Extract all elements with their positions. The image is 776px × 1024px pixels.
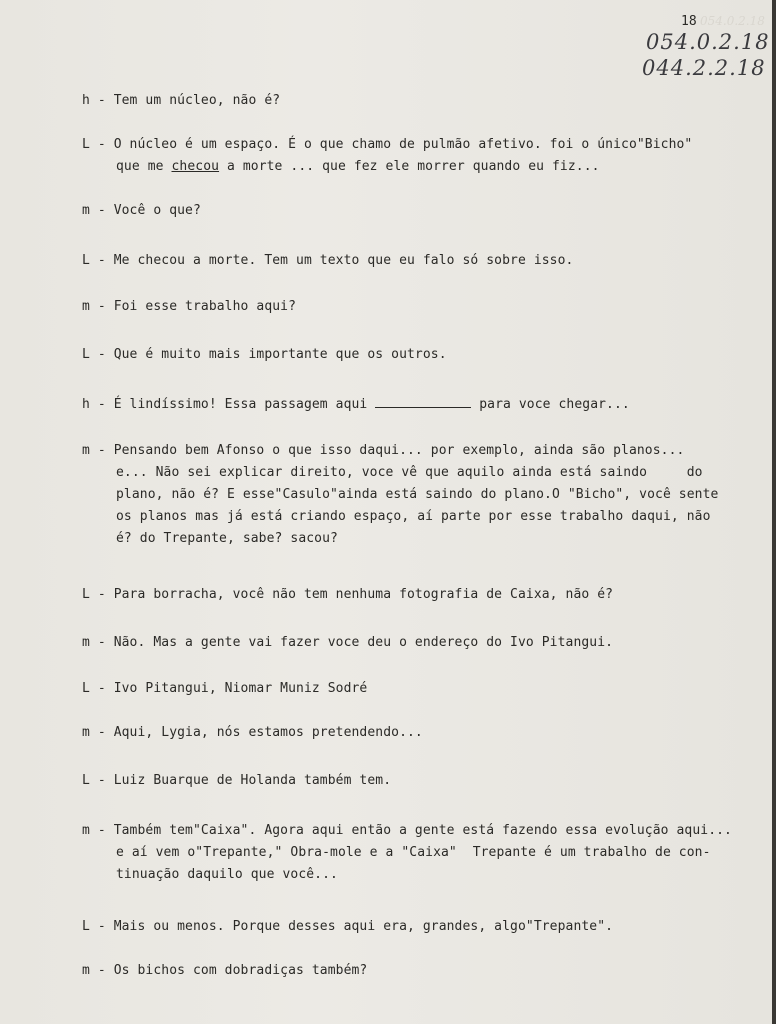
text-line: m - Aqui, Lygia, nós estamos pretendendo... [82, 725, 423, 740]
dialogue-turn [82, 394, 630, 416]
dialogue-turn [82, 90, 280, 112]
text-line: os planos mas já está criando espaço, aí parte por esse trabalho daqui, não [116, 509, 711, 524]
text-fragment: para voce chegar... [471, 397, 630, 412]
text-line [82, 394, 630, 416]
dialogue-turn [82, 678, 367, 700]
text-line: m - Você o que? [82, 203, 201, 218]
text-line: m - Foi esse trabalho aqui? [82, 299, 297, 314]
text-line: m - Também tem"Caixa". Agora aqui então a gente está fazendo essa evolução aqui... [82, 823, 732, 838]
dialogue-turn [82, 440, 718, 550]
dialogue-turn [82, 632, 613, 654]
dialogue-turn [82, 200, 201, 222]
text-line: L - Luiz Buarque de Holanda também tem. [82, 773, 392, 788]
page-edge-shadow [772, 0, 776, 1024]
handwritten-code-1: 054.0.2.18 [646, 30, 770, 54]
handwritten-code-2: 044.2.2.18 [642, 56, 766, 80]
dialogue-turn [82, 250, 573, 272]
text-line: tinuação daquilo que você... [116, 867, 338, 882]
dialogue-turn [82, 344, 447, 366]
text-line: plano, não é? E esse"Casulo"ainda está saindo do plano.O "Bicho", você sente [116, 487, 719, 502]
text-line: e... Não sei explicar direito, voce vê que aquilo ainda está saindo do [116, 465, 703, 480]
text-line: h - Tem um núcleo, não é? [82, 93, 281, 108]
text-line: L - Para borracha, você não tem nenhuma fotografia de Caixa, não é? [82, 587, 614, 602]
page-number: 18 [681, 14, 697, 29]
text-line: L - O núcleo é um espaço. É o que chamo de pulmão afetivo. foi o único"Bicho" [82, 137, 693, 152]
faint-pencil-mark: 054.0.2.18 [700, 14, 765, 28]
text-fragment: a morte ... que fez ele morrer quando eu fiz... [219, 159, 600, 174]
dialogue-turn [82, 134, 692, 178]
text-line: m - Pensando bem Afonso o que isso daqui... por exemplo, ainda são planos... [82, 443, 685, 458]
text-line: m - Não. Mas a gente vai fazer voce deu o endereço do Ivo Pitangui. [82, 635, 614, 650]
text-line: e aí vem o"Trepante," Obra-mole e a "Caixa" Trepante é um trabalho de con- [116, 845, 711, 860]
dialogue-turn [82, 770, 391, 792]
text-line: m - Os bichos com dobradiças também? [82, 963, 368, 978]
text-line: L - Me checou a morte. Tem um texto que eu falo só sobre isso. [82, 253, 574, 268]
dialogue-turn [82, 960, 367, 982]
text-line: é? do Trepante, sabe? sacou? [116, 531, 338, 546]
dialogue-turn [82, 820, 732, 886]
text-line: L - Mais ou menos. Porque desses aqui era, grandes, algo"Trepante". [82, 919, 614, 934]
dialogue-turn [82, 296, 296, 318]
fill-in-blank [375, 395, 471, 408]
dialogue-turn [82, 722, 423, 744]
dialogue-turn [82, 916, 613, 938]
text-line: L - Que é muito mais importante que os outros. [82, 347, 447, 362]
text-line [82, 156, 692, 178]
text-fragment: que me [116, 159, 172, 174]
dialogue-turn [82, 584, 613, 606]
text-line: L - Ivo Pitangui, Niomar Muniz Sodré [82, 681, 368, 696]
underlined-word: checou [171, 159, 220, 174]
text-fragment: h - É lindíssimo! Essa passagem aqui [82, 397, 376, 412]
